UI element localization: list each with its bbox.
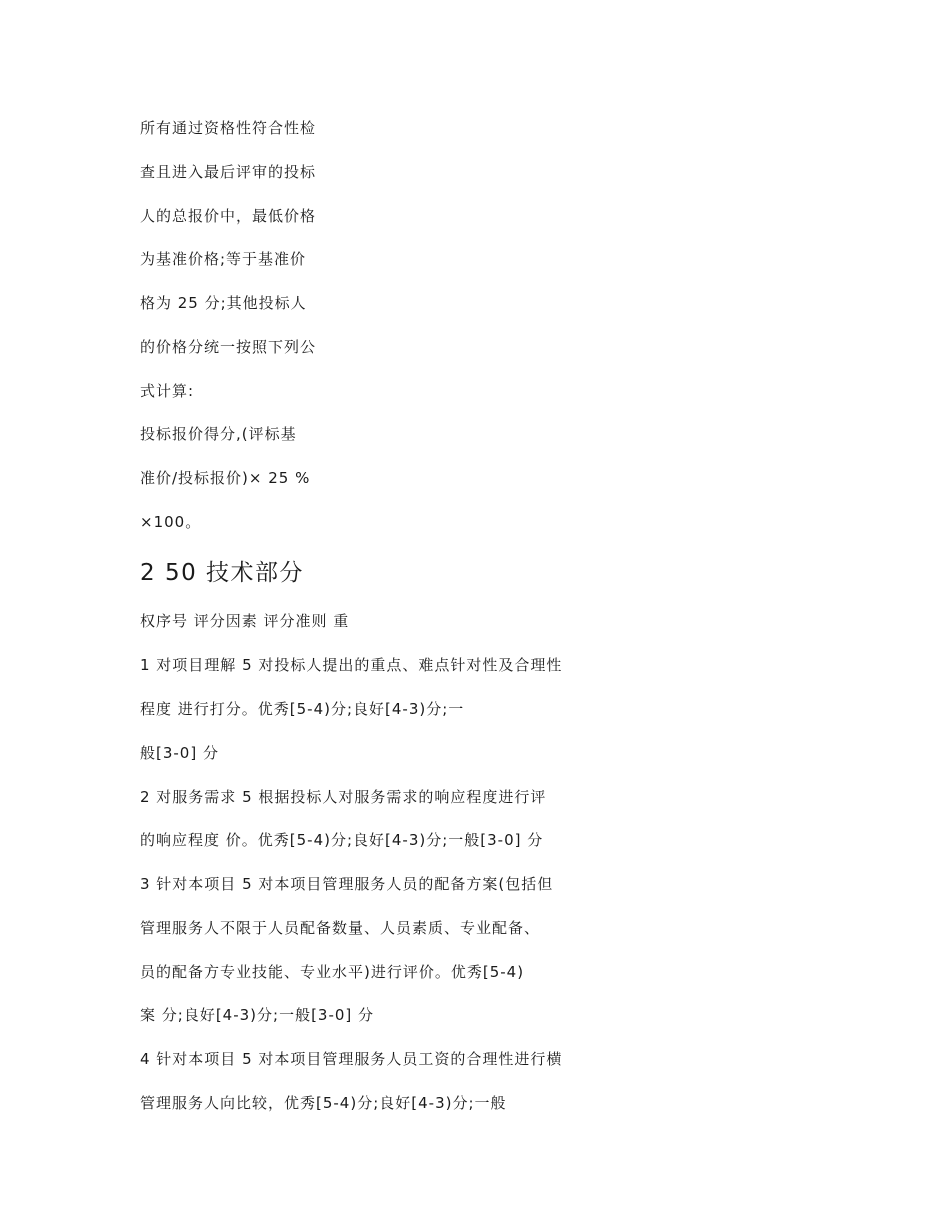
- table-text-line: 3 针对本项目 5 对本项目管理服务人员的配备方案(包括但: [140, 875, 554, 893]
- table-text-line: 程度 进行打分。优秀[5-4)分;良好[4-3)分;一: [140, 700, 465, 718]
- body-text-line: ×100。: [140, 513, 202, 531]
- table-text-line: 管理服务人不限于人员配备数量、人员素质、专业配备、: [140, 919, 541, 937]
- table-text-line: 案 分;良好[4-3)分;一般[3-0] 分: [140, 1006, 375, 1024]
- table-text-line: 权序号 评分因素 评分准则 重: [140, 612, 350, 630]
- body-text-line: 式计算:: [140, 382, 195, 400]
- body-text-line: 查且进入最后评审的投标: [140, 163, 317, 181]
- table-text-line: 员的配备方专业技能、专业水平)进行评价。优秀[5-4): [140, 963, 525, 981]
- table-text-line: 的响应程度 价。优秀[5-4)分;良好[4-3)分;一般[3-0] 分: [140, 831, 544, 849]
- table-text-line: 4 针对本项目 5 对本项目管理服务人员工资的合理性进行横: [140, 1050, 563, 1068]
- body-text-line: 为基准价格;等于基准价: [140, 250, 307, 268]
- body-text-line: 人的总报价中，最低价格: [140, 207, 317, 225]
- body-text-line: 准价/投标报价)× 25 %: [140, 469, 311, 487]
- table-text-line: 1 对项目理解 5 对投标人提出的重点、难点针对性及合理性: [140, 656, 563, 674]
- body-text-line: 所有通过资格性符合性检: [140, 119, 317, 137]
- table-text-line: 般[3-0] 分: [140, 744, 219, 762]
- body-text-line: 的价格分统一按照下列公: [140, 338, 317, 356]
- section-heading: 2 50 技术部分: [140, 560, 305, 586]
- table-text-line: 2 对服务需求 5 根据投标人对服务需求的响应程度进行评: [140, 788, 547, 806]
- body-text-line: 格为 25 分;其他投标人: [140, 294, 307, 312]
- table-text-line: 管理服务人向比较，优秀[5-4)分;良好[4-3)分;一般: [140, 1094, 507, 1112]
- body-text-line: 投标报价得分,(评标基: [140, 425, 297, 443]
